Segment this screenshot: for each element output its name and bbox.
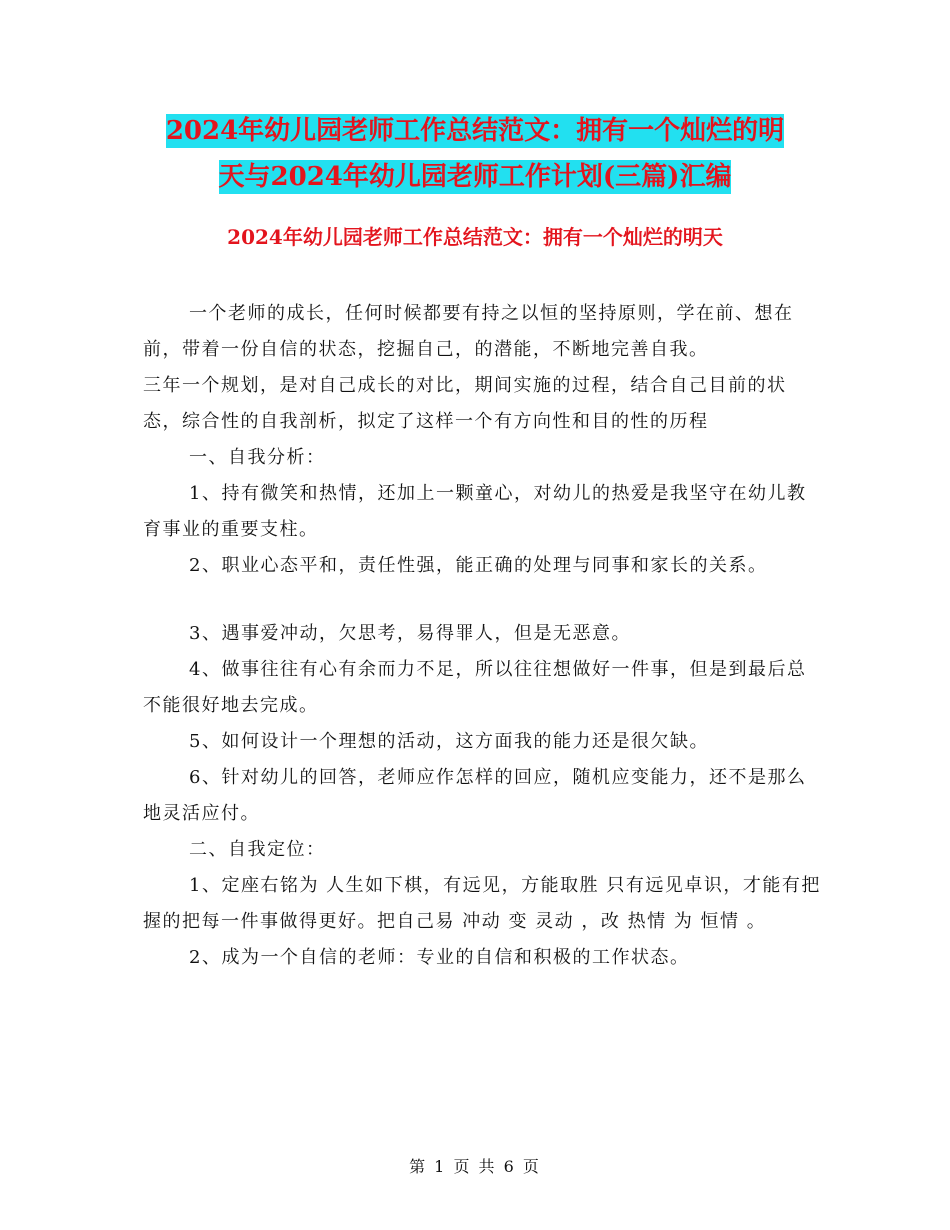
page-number-footer: 第 1 页 共 6 页 [409,1157,541,1176]
analysis-item-1: 1、持有微笑和热情，还加上一颗童心，对幼儿的热爱是我坚守在幼儿教育事业的重要支柱。 [143,483,807,540]
section-title: 2024年幼儿园老师工作总结范文：拥有一个灿烂的明天 [227,225,723,249]
analysis-item-4: 4、做事往往有心有余而力不足，所以往往想做好一件事，但是到最后总不能很好地去完成。 [143,659,807,716]
analysis-item-2: 2、职业心态平和，责任性强，能正确的处理与同事和家长的关系。 [189,555,768,576]
paragraph-plan: 三年一个规划，是对自己成长的对比，期间实施的过程，结合自己目前的状态，综合性的自我剖析，拟定了这样一个有方向性和目的性的历程 [143,375,787,432]
positioning-item-1: 1、定座右铭为 人生如下棋，有远见，方能取胜 只有远见卓识，才能有把握的把每一件事做得更好。把自己易 冲动 变 灵动 ，改 热情 为 恒情 。 [143,875,821,932]
paragraph-intro: 一个老师的成长，任何时候都要有持之以恒的坚持原则，学在前、想在前，带着一份自信的状态，挖掘自己，的潜能，不断地完善自我。 [143,303,794,360]
heading-self-analysis: 一、自我分析： [189,447,326,468]
positioning-item-2: 2、成为一个自信的老师：专业的自信和积极的工作状态。 [189,947,690,968]
spacer [143,584,823,616]
analysis-item-5: 5、如何设计一个理想的活动，这方面我的能力还是很欠缺。 [189,731,709,752]
analysis-item-6: 6、针对幼儿的回答，老师应作怎样的回应，随机应变能力，还不是那么地灵活应付。 [143,767,807,824]
analysis-item-3: 3、遇事爱冲动，欠思考，易得罪人，但是无恶意。 [189,623,631,644]
document-title-line-2: 天与2024年幼儿园老师工作计划(三篇)汇编 [218,162,732,192]
document-title-line-1: 2024年幼儿园老师工作总结范文：拥有一个灿烂的明 [165,116,785,146]
document-body [143,296,823,976]
document-title [0,108,950,200]
heading-self-positioning: 二、自我定位： [189,839,326,860]
